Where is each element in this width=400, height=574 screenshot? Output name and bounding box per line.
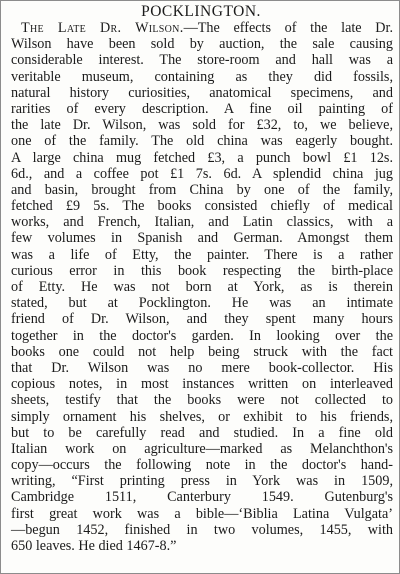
- article-line-1-text: —The effects of the late Dr.: [183, 20, 393, 36]
- article-line: fetched £9 5s. The books consisted chiefly of medical: [11, 198, 393, 215]
- article-line: but to be carefully read and studied. In a fine old: [11, 424, 393, 441]
- article-line: copy—occurs the following note in the doctor's hand-: [11, 457, 393, 474]
- article-line: the late Dr. Wilson, was sold for £32, to, we believe,: [11, 117, 393, 134]
- article-line: veritable museum, containing as they did fossils,: [11, 68, 393, 85]
- article-line-1: [11, 20, 393, 36]
- article-line: simply ornament his shelves, or exhibit to his friends,: [11, 408, 393, 425]
- article-heading: POCKLINGTON.: [141, 3, 261, 20]
- article-line: that Dr. Wilson was no mere book-collector. His: [11, 359, 393, 376]
- article-line: Cambridge 1511, Canterbury 1549. Gutenburg's: [11, 489, 393, 506]
- article-line: considerable interest. The store-room and hall was a: [11, 52, 393, 69]
- article-line: Wilson have been sold by auction, the sale causing: [11, 36, 393, 53]
- article-line: copious notes, in most instances written on interleaved: [11, 376, 393, 393]
- article-line: few volumes in Spanish and German. Amongst them: [11, 230, 393, 247]
- article-lead-in: The Late Dr. Wilson.: [21, 20, 184, 36]
- article-line: together in the doctor's garden. In looking over the: [11, 327, 393, 344]
- article-line: of Etty. He was not born at York, as is therein: [11, 279, 393, 295]
- article-line: Italian work on agriculture—marked as Melanchthon's: [11, 440, 393, 457]
- article-line: writing, “First printing press in York was in 1509,: [11, 473, 393, 490]
- article-line: stated, but at Pocklington. He was an intimate: [11, 295, 393, 312]
- article-line: 6d., and a coffee pot £1 7s. 6d. A splendid china jug: [11, 165, 393, 182]
- article-body: [11, 20, 393, 554]
- article-line: one of the family. The old china was eagerly bought.: [11, 133, 393, 150]
- article-line: first great work was a bible—‘Biblia Latina Vulgata’: [11, 505, 393, 522]
- article-line: rarities of every description. A fine oil painting of: [11, 100, 393, 117]
- article-line-last: 650 leaves. He died 1467-8.”: [11, 538, 177, 554]
- article-line: A large china mug fetched £3, a punch bowl £1 12s.: [11, 149, 393, 166]
- article-line: and basin, brought from China by one of the family,: [11, 181, 393, 198]
- article-line: sheets, testify that the books were not collected to: [11, 392, 393, 409]
- article-line: was a life of Etty, the painter. There is a rather: [11, 246, 393, 263]
- article-line: —begun 1452, finished in two volumes, 1455, with: [11, 521, 393, 538]
- article-line: books one could not help being struck with the fact: [11, 343, 393, 360]
- article-line: friend of Dr. Wilson, and they spent many hours: [11, 311, 393, 328]
- article-line: works, and French, Italian, and Latin classics, with a: [11, 214, 393, 231]
- article-line: natural history curiosities, anatomical specimens, and: [11, 84, 393, 101]
- article-line: curious error in this book respecting the birth-place: [11, 262, 393, 279]
